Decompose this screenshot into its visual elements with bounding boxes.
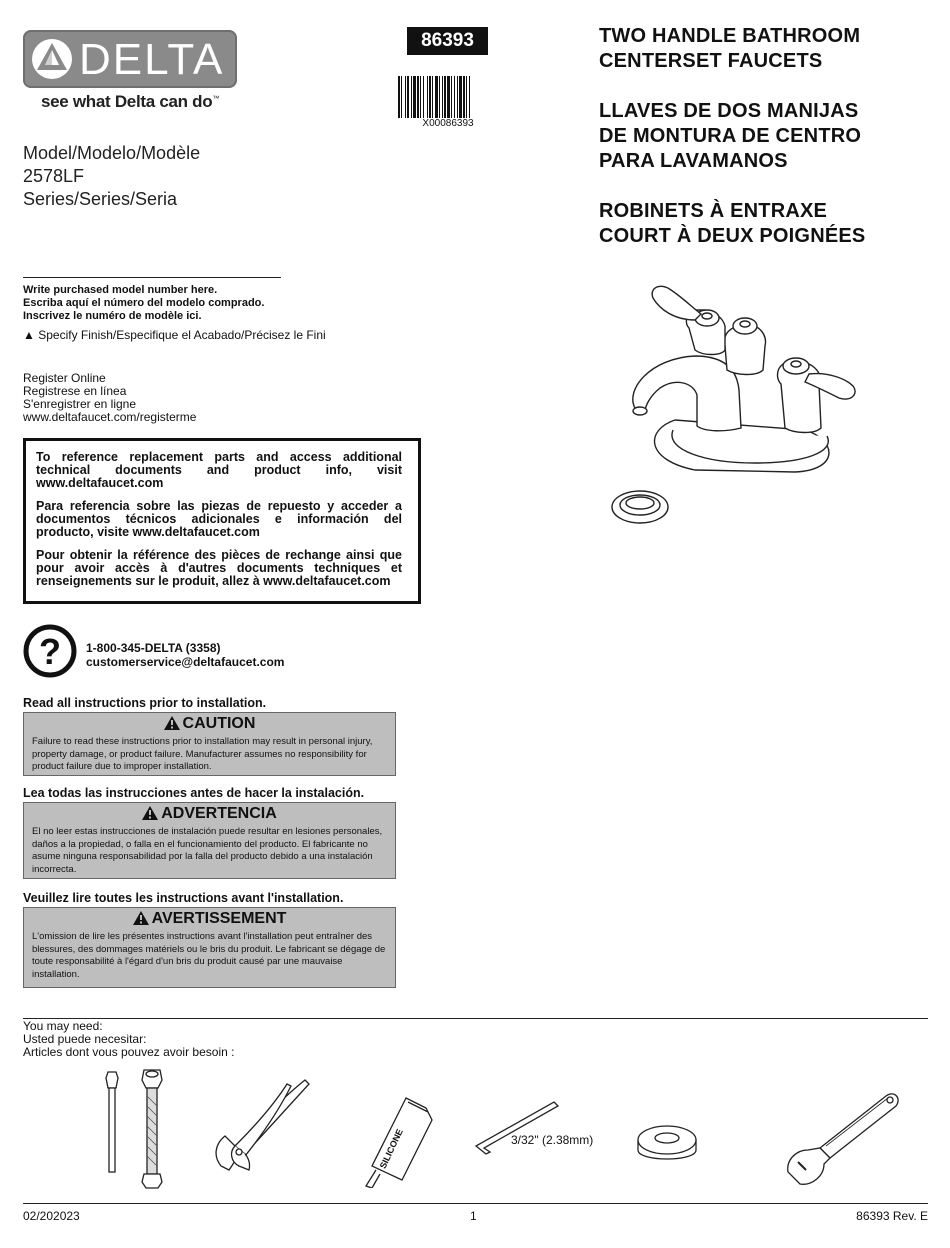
barcode-bar — [466, 76, 467, 118]
hex-key-icon — [474, 1100, 564, 1156]
reference-box — [23, 438, 421, 604]
caution-text: Failure to read these instructions prior to installation may result in personal injury, property damage, or product failure. Manufacturer assumes no responsibility for product failure due to improper installation. — [32, 736, 373, 772]
series-label: Series/Series/Seria — [23, 189, 178, 209]
barcode-bar — [423, 76, 424, 118]
barcode-bar — [427, 76, 428, 118]
caution-title: CAUTION — [24, 714, 395, 733]
model-number: 2578LF — [23, 166, 85, 186]
email-address[interactable]: customerservice@deltafaucet.com — [86, 655, 285, 669]
delta-triangle-icon — [31, 38, 73, 80]
barcode-bar — [417, 76, 419, 118]
warning-intro-en: Read all instructions prior to installation. — [23, 696, 267, 710]
faucet-illustration — [605, 280, 865, 530]
barcode-bar — [432, 76, 433, 118]
avertissement-box — [23, 907, 396, 988]
product-titles — [599, 24, 865, 274]
barcode-bar — [435, 76, 438, 118]
model-number-badge: 86393 — [407, 27, 488, 55]
tagline: see what Delta can do™ — [41, 92, 220, 111]
model-write-line — [23, 277, 281, 278]
barcode-bar — [429, 76, 431, 118]
silicone-label: SILICONE — [377, 1127, 405, 1171]
barcode-bar — [459, 76, 462, 118]
barcode-bar — [457, 76, 458, 118]
barcode-bar — [398, 76, 400, 118]
phone-number[interactable]: 1-800-345-DELTA (3358) — [86, 641, 221, 655]
delta-logo — [23, 30, 237, 88]
register-link[interactable]: www.deltafaucet.com/registerme — [23, 410, 197, 424]
barcode-bar — [463, 76, 465, 118]
barcode-bar — [405, 76, 406, 118]
caution-box — [23, 712, 396, 776]
plumbers-putty-icon — [634, 1118, 700, 1170]
barcode-bar — [454, 76, 455, 118]
barcode-bar — [420, 76, 421, 118]
barcode-bar — [442, 76, 443, 118]
footer-page-number: 1 — [470, 1209, 477, 1223]
you-may-need: You may need: Usted puede necesitar: Articles dont vous pouvez avoir besoin : — [23, 1019, 235, 1059]
warning-icon — [142, 806, 158, 820]
warning-intro-es: Lea todas las instrucciones antes de hacer la instalación. — [23, 786, 365, 800]
reference-es: Para referencia sobre las piezas de repuesto y acceder a documentos técnicos adicionales e información del producto, visite www.deltafaucet.com — [36, 499, 402, 539]
warning-intro-fr: Veuillez lire toutes les instructions avant l'installation. — [23, 891, 344, 905]
specify-finish: ▲ Specify Finish/Especifique el Acabado/Précisez le Fini — [23, 328, 326, 342]
advertencia-text: El no leer estas instrucciones de instalación puede resultar en lesiones personales, daños a la propiedad, o falla en el funcionamiento del producto. El fabricante no asume ninguna responsabilidad por la falla del producto debido a una instalación incorrecta. — [32, 826, 383, 875]
avertissement-text: L'omission de lire les présentes instructions avant l'installation peut entraîner des blessures, des dommages matériels ou le bris du produit. Le fabricant se dégage de toute responsabilité à l'égard d'un bris du produit causé par une mauvaise installation. — [32, 931, 386, 980]
tools-divider — [23, 1018, 928, 1019]
warning-icon — [164, 716, 180, 730]
barcode-bar — [407, 76, 409, 118]
barcode-bar — [447, 76, 450, 118]
model-info — [23, 142, 200, 211]
warning-icon — [133, 911, 149, 925]
advertencia-title: ADVERTENCIA — [24, 804, 395, 823]
adjustable-wrench-icon — [778, 1086, 902, 1190]
contact-info — [86, 641, 284, 669]
barcode-bar — [439, 76, 440, 118]
barcode-bar — [411, 76, 412, 118]
barcode-bar — [469, 76, 470, 118]
hex-key-label: 3/32" (2.38mm) — [511, 1133, 594, 1147]
footer-date: 02/202023 — [23, 1209, 80, 1223]
title-es: LLAVES DE DOS MANIJAS DE MONTURA DE CENTRO PARA LAVAMANOS — [599, 100, 862, 172]
barcode-text: X00086393 — [422, 118, 474, 129]
barcode-bar — [401, 76, 402, 118]
barcode-bar — [413, 76, 416, 118]
write-model-note: Write purchased model number here. Escriba aquí el número del modelo comprado. Inscrivez le numéro de modèle ici. — [23, 284, 265, 322]
footer-doc-revision: 86393 Rev. E — [856, 1209, 928, 1223]
barcode-bar — [444, 76, 446, 118]
barcode — [397, 76, 499, 118]
title-fr: ROBINETS À ENTRAXE COURT À DEUX POIGNÉES — [599, 200, 866, 247]
delta-wordmark: DELTA — [79, 35, 225, 84]
register-online: Register Online Registrese en línea S'enregistrer en ligne www.deltafaucet.com/registerme — [23, 371, 197, 424]
silicone-tube-icon — [362, 1094, 440, 1188]
avertissement-title: AVERTISSEMENT — [24, 909, 395, 928]
svg-text:?: ? — [39, 631, 61, 672]
barcode-bar — [451, 76, 452, 118]
pliers-icon — [205, 1076, 315, 1176]
supply-lines-icon — [100, 1066, 170, 1190]
reference-en: To reference replacement parts and access additional technical documents and product info, visit www.deltafaucet.com — [36, 450, 402, 490]
question-icon — [23, 624, 77, 678]
model-label: Model/Modelo/Modèle — [23, 143, 201, 163]
reference-fr: Pour obtenir la référence des pièces de rechange ainsi que pour avoir accès à d'autres documents techniques et renseignements sur le produit, allez à www.deltafaucet.com — [36, 548, 402, 588]
advertencia-box — [23, 802, 396, 879]
footer-divider — [23, 1203, 928, 1204]
title-en: TWO HANDLE BATHROOM CENTERSET FAUCETS — [599, 25, 861, 72]
